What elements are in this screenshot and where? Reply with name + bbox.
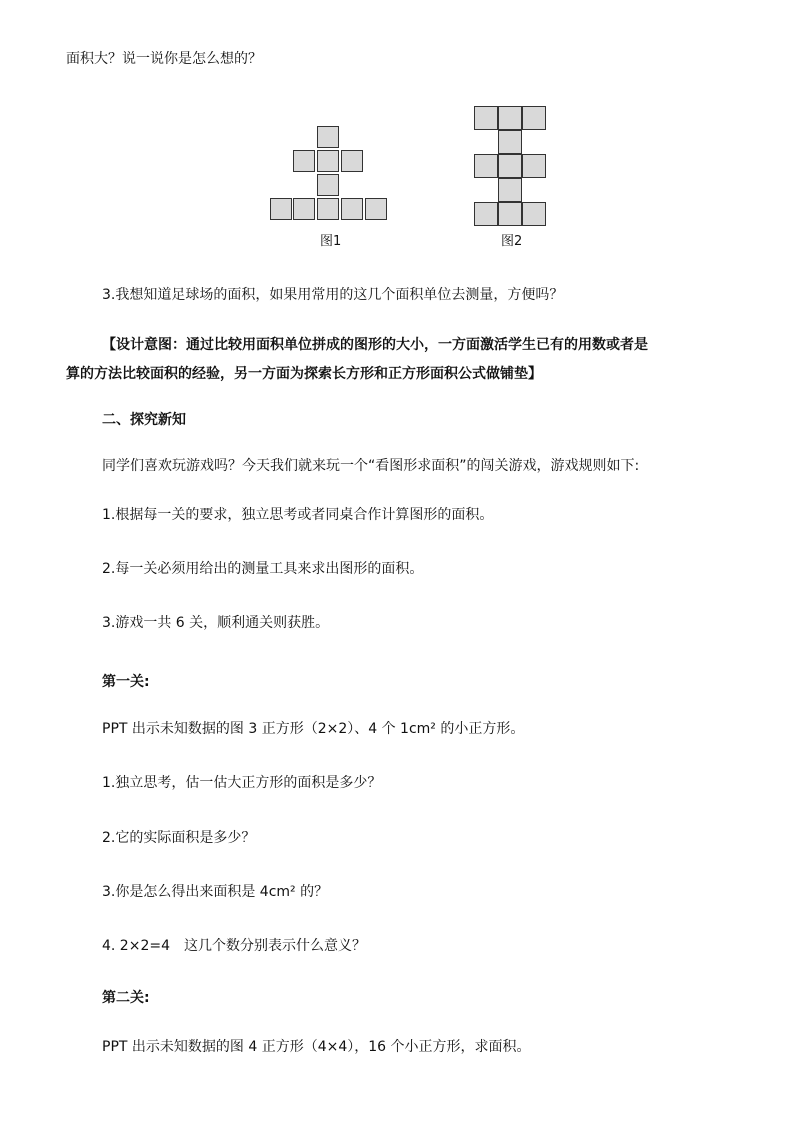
game-intro: 同学们喜欢玩游戏吗？今天我们就来玩一个“看图形求面积”的闯关游戏，游戏规则如下: — [102, 458, 640, 474]
square-cell — [474, 154, 498, 178]
level-1-question-1: 1.独立思考，估一估大正方形的面积是多少？ — [102, 775, 382, 791]
square-cell — [317, 174, 339, 196]
square-cell — [317, 198, 339, 220]
rule-3: 3.游戏一共 6 关，顺利通关则获胜。 — [102, 615, 330, 631]
level-1-title: 第一关: — [102, 674, 150, 690]
figure-1 — [270, 126, 390, 222]
design-intent-line-2: 算的方法比较面积的经验，另一方面为探索长方形和正方形面积公式做铺垫】 — [66, 366, 542, 382]
figure-2 — [474, 106, 546, 226]
square-cell — [498, 106, 522, 130]
square-cell — [498, 178, 522, 202]
square-cell — [293, 150, 315, 172]
rule-1: 1.根据每一关的要求，独立思考或者同桌合作计算图形的面积。 — [102, 507, 494, 523]
design-intent-line-1: 【设计意图：通过比较用面积单位拼成的图形的大小，一方面激活学生已有的用数或者是 — [102, 337, 648, 353]
square-cell — [474, 106, 498, 130]
level-2-ppt: PPT 出示未知数据的图 4 正方形（4×4），16 个小正方形，求面积。 — [102, 1039, 531, 1055]
section-title: 二、探究新知 — [102, 412, 186, 428]
square-cell — [498, 202, 522, 226]
square-cell — [341, 150, 363, 172]
level-1-ppt: PPT 出示未知数据的图 3 正方形（2×2）、4 个 1cm² 的小正方形。 — [102, 721, 525, 737]
level-1-question-2: 2.它的实际面积是多少？ — [102, 830, 256, 846]
level-1-question-3: 3.你是怎么得出来面积是 4cm² 的？ — [102, 884, 329, 900]
square-cell — [270, 198, 292, 220]
square-cell — [293, 198, 315, 220]
level-1-question-4: 4. 2×2=4 这几个数分别表示什么意义？ — [102, 938, 366, 954]
square-cell — [522, 202, 546, 226]
square-cell — [498, 154, 522, 178]
square-cell — [522, 154, 546, 178]
intro-line: 面积大？说一说你是怎么想的？ — [66, 51, 262, 67]
question-3: 3.我想知道足球场的面积，如果用常用的这几个面积单位去测量，方便吗？ — [102, 287, 564, 303]
square-cell — [341, 198, 363, 220]
square-cell — [317, 150, 339, 172]
rule-2: 2.每一关必须用给出的测量工具来求出图形的面积。 — [102, 561, 424, 577]
square-cell — [522, 106, 546, 130]
square-cell — [474, 202, 498, 226]
square-cell — [317, 126, 339, 148]
figure-2-caption: 图2 — [501, 234, 523, 249]
square-cell — [498, 130, 522, 154]
figure-1-caption: 图1 — [320, 234, 342, 249]
level-2-title: 第二关: — [102, 990, 150, 1006]
square-cell — [365, 198, 387, 220]
